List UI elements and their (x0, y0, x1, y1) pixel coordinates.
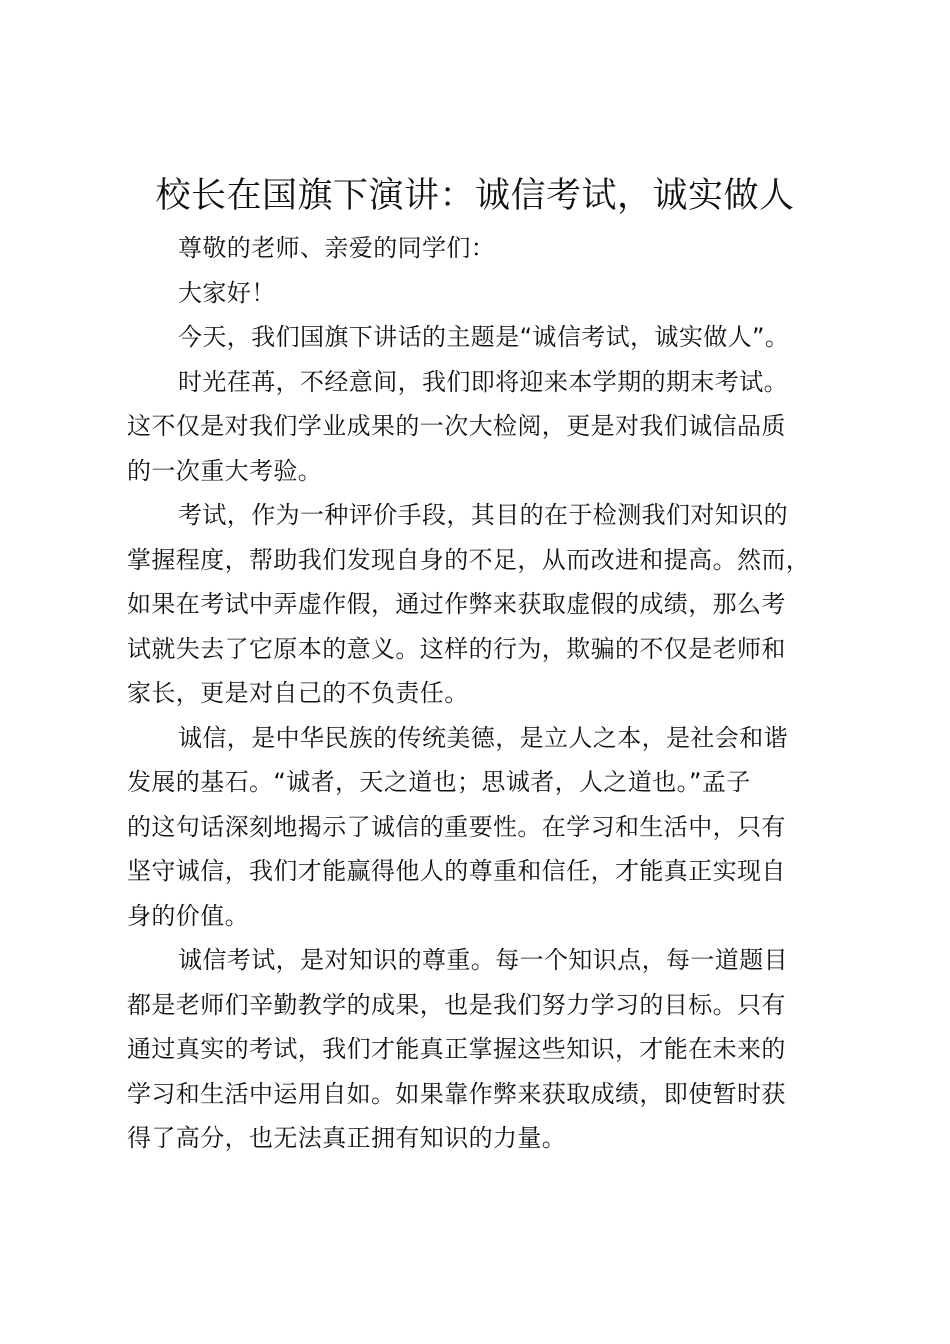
document-body (127, 226, 847, 1161)
text-line: 考试，作为一种评价手段，其目的在于检测我们对知识的 (178, 501, 788, 529)
text-line: 发展的基石。“诚者，天之道也；思诚者，人之道也。”孟子 (127, 768, 751, 796)
text-line: 掌握程度，帮助我们发现自身的不足，从而改进和提高。然而， (127, 545, 811, 574)
text-line: 的一次重大考验。 (127, 456, 323, 485)
text-line: 诚信，是中华民族的传统美德，是立人之本，是社会和谐 (178, 723, 788, 752)
text-line: 家长，更是对自己的不负责任。 (127, 679, 469, 707)
text-line: 今天，我们国旗下讲话的主题是“诚信考试，诚实做人”。 (178, 323, 790, 351)
text-line: 通过真实的考试，我们才能真正掌握这些知识，才能在未来的 (127, 1035, 786, 1063)
text-line: 得了高分，也无法真正拥有知识的力量。 (127, 1124, 567, 1152)
text-line: 大家好！ (178, 278, 276, 307)
text-line: 时光荏苒，不经意间，我们即将迎来本学期的期末考试。 (178, 367, 788, 396)
text-line: 都是老师们辛勤教学的成果，也是我们努力学习的目标。只有 (127, 990, 786, 1019)
text-line: 坚守诚信，我们才能赢得他人的尊重和信任，才能真正实现自 (127, 857, 786, 885)
document-title: 校长在国旗下演讲：诚信考试，诚实做人 (155, 176, 795, 216)
text-line: 的这句话深刻地揭示了诚信的重要性。在学习和生活中，只有 (127, 812, 786, 841)
text-line: 试就失去了它原本的意义。这样的行为，欺骗的不仅是老师和 (127, 634, 786, 663)
text-line: 这不仅是对我们学业成果的一次大检阅，更是对我们诚信品质 (127, 412, 786, 440)
text-line: 学习和生活中运用自如。如果靠作弊来获取成绩，即使暂时获 (127, 1079, 786, 1108)
text-line: 诚信考试，是对知识的尊重。每一个知识点，每一道题目 (178, 946, 788, 974)
text-line: 尊敬的老师、亲爱的同学们： (178, 234, 496, 262)
text-line: 身的价值。 (127, 901, 249, 930)
text-line: 如果在考试中弄虚作假，通过作弊来获取虚假的成绩，那么考 (127, 590, 786, 618)
